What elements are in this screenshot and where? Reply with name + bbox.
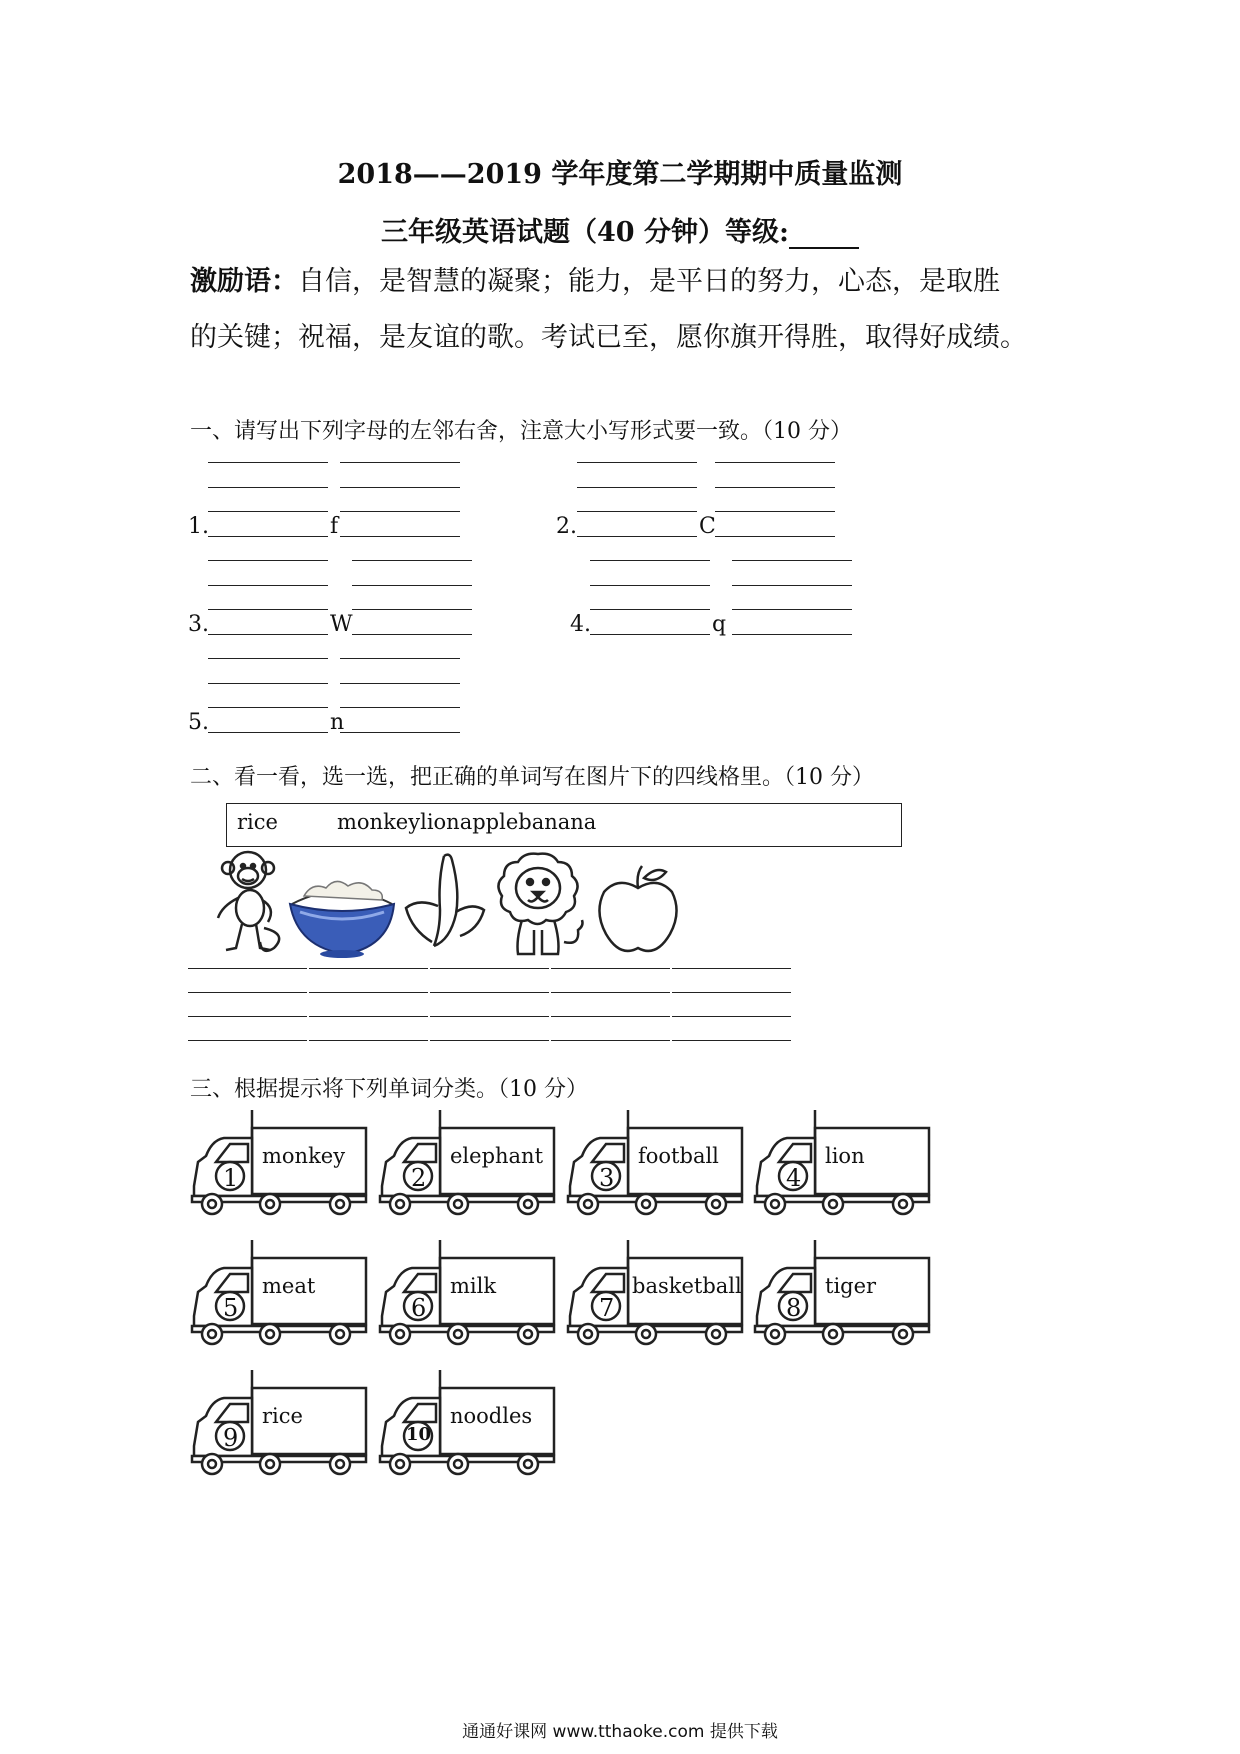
word-bank-first: rice [237, 810, 278, 834]
truck-number: 9 [223, 1424, 239, 1452]
truck-number: 6 [411, 1294, 427, 1322]
footer-credit: 通通好课网 www.tthaoke.com 提供下载 [462, 1722, 778, 1742]
truck-number: 2 [411, 1164, 427, 1192]
given-letter: q [712, 611, 727, 637]
truck-number: 3 [599, 1164, 615, 1192]
item-number: 4. [570, 611, 591, 637]
item-number: 1. [188, 513, 209, 539]
truck-word: football [638, 1144, 719, 1168]
truck-number: 4 [786, 1164, 802, 1192]
given-letter: W [330, 611, 353, 637]
truck-2 [378, 1110, 558, 1220]
section1-heading: 一、请写出下列字母的左邻右舍，注意大小写形式要一致。（10 分） [190, 419, 852, 444]
truck-number: 7 [599, 1294, 615, 1322]
truck-word: tiger [825, 1274, 877, 1298]
truck-1 [190, 1110, 370, 1220]
truck-number: 1 [223, 1164, 239, 1192]
given-letter: C [699, 513, 716, 539]
truck-number: 8 [786, 1294, 802, 1322]
truck-word: monkey [262, 1144, 346, 1168]
truck-4 [753, 1110, 933, 1220]
truck-7 [566, 1240, 746, 1350]
exam-title: 2018——2019 学年度第二学期期中质量监测 [337, 159, 903, 190]
section3-heading: 三、根据提示将下列单词分类。（10 分） [190, 1077, 588, 1102]
truck-number: 10 [406, 1424, 432, 1445]
truck-10 [378, 1370, 558, 1480]
motto-line2: 的关键；祝福，是友谊的歌。考试已至，愿你旗开得胜，取得好成绩。 [190, 322, 1027, 353]
exam-subtitle-text: 三年级英语试题（40 分钟）等级: [381, 217, 789, 248]
truck-word: noodles [450, 1404, 533, 1428]
truck-number: 5 [223, 1294, 239, 1322]
truck-word: meat [262, 1274, 316, 1298]
truck-8 [753, 1240, 933, 1350]
truck-word: elephant [450, 1144, 544, 1168]
given-letter: f [330, 513, 339, 539]
motto-label: 激励语： [190, 266, 298, 297]
truck-6 [378, 1240, 558, 1350]
word-bank-rest: monkeylionapplebanana [337, 810, 597, 834]
truck-9 [190, 1370, 370, 1480]
truck-3 [566, 1110, 746, 1220]
item-number: 3. [188, 611, 209, 637]
given-letter: n [330, 709, 345, 735]
truck-5 [190, 1240, 370, 1350]
truck-word: milk [450, 1274, 497, 1298]
truck-word: rice [262, 1404, 303, 1428]
item-number: 5. [188, 709, 209, 735]
motto-line1: 自信，是智慧的凝聚；能力，是平日的努力，心态，是取胜 [298, 266, 1000, 297]
truck-word: lion [825, 1144, 865, 1168]
item-number: 2. [556, 513, 577, 539]
section2-heading: 二、看一看，选一选，把正确的单词写在图片下的四线格里。（10 分） [190, 765, 874, 790]
truck-word: basketball [632, 1274, 742, 1298]
